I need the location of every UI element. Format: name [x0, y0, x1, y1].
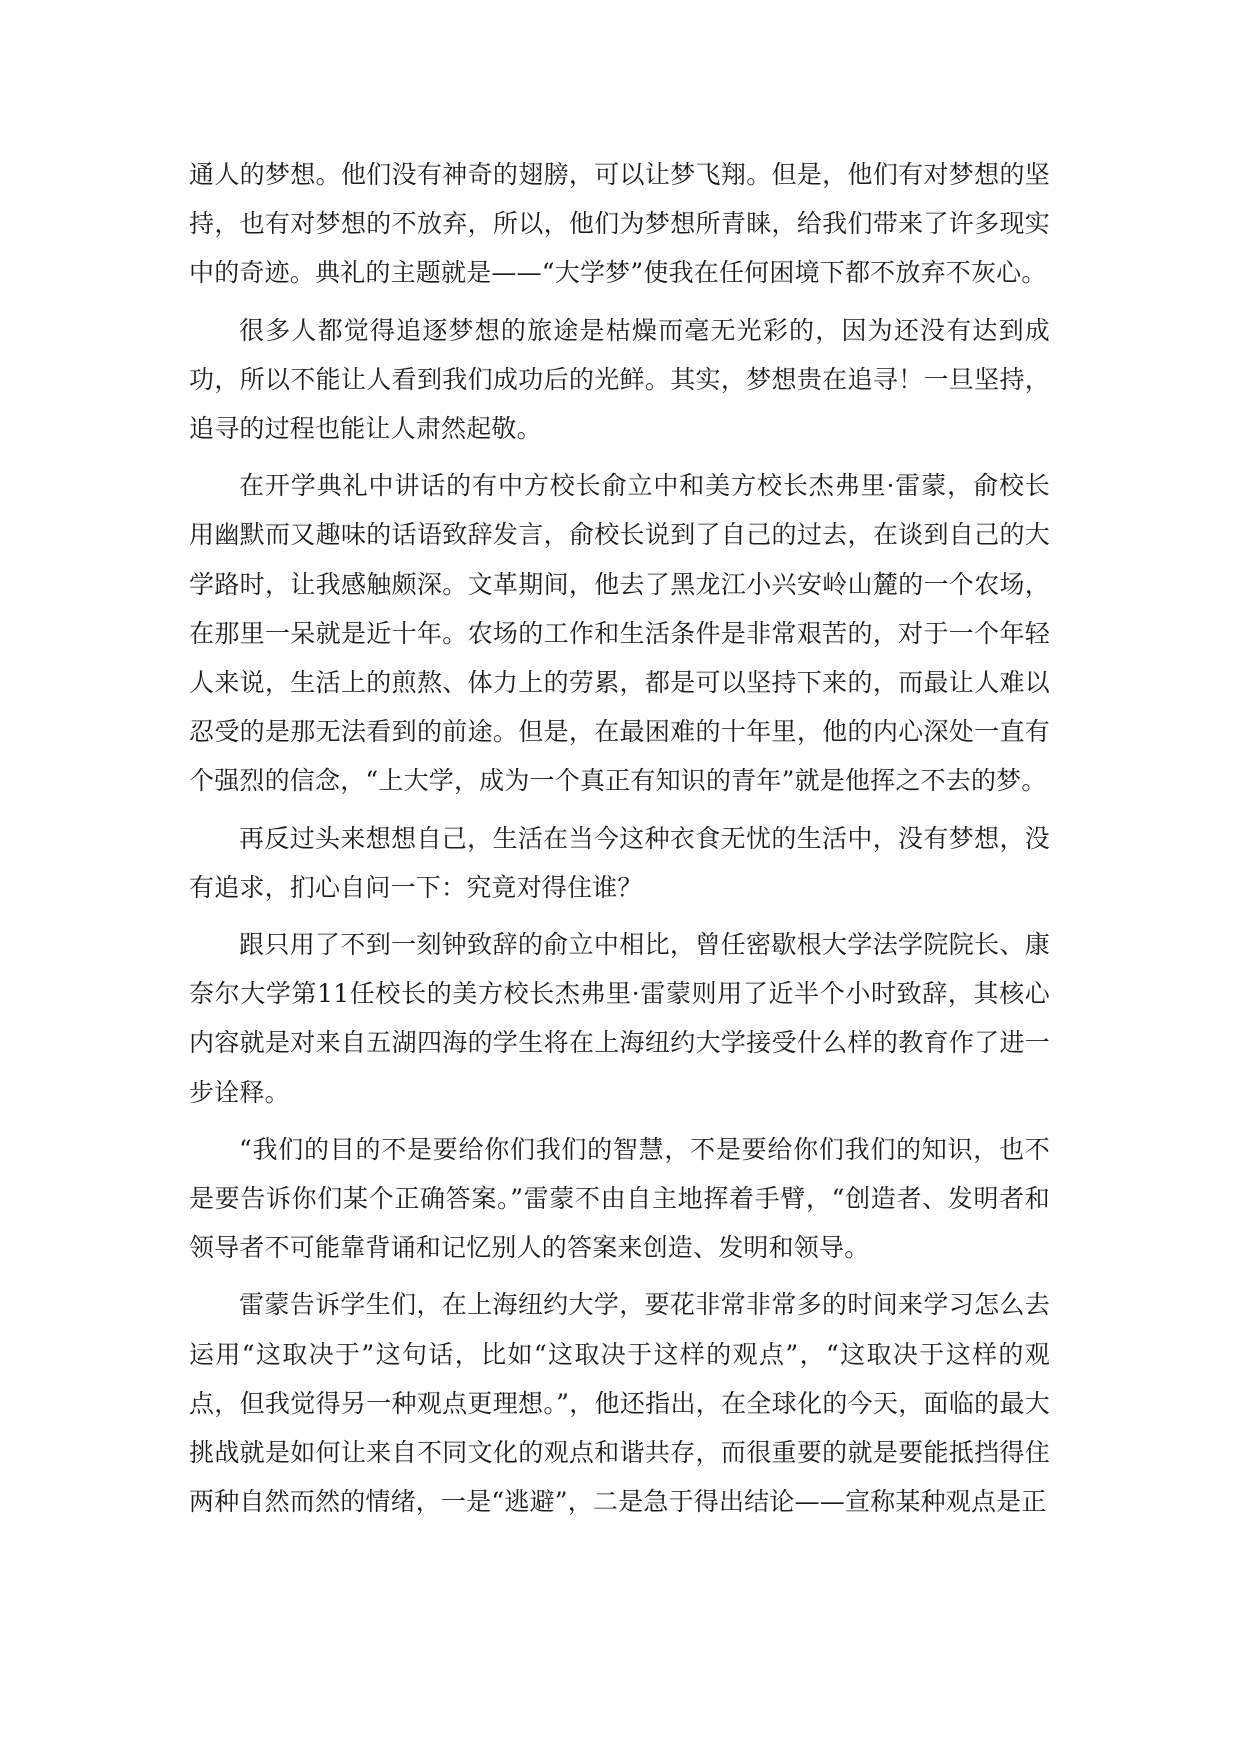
- paragraph-5: 跟只用了不到一刻钟致辞的俞立中相比，曾任密歇根大学法学院院长、康奈尔大学第11任校长的美方校长杰弗里·雷蒙则用了近半个小时致辞，其核心内容就是对来自五湖四海的学生将在上海纽约大学接受什么样的教育作了进一步诠释。: [189, 930, 1050, 1107]
- paragraph-3: 在开学典礼中讲话的有中方校长俞立中和美方校长杰弗里·雷蒙，俞校长用幽默而又趣味的话语致辞发言，俞校长说到了自己的过去，在谈到自己的大学路时，让我感触颇深。文革期间，他去了黑龙江小兴安岭山麓的一个农场，在那里一呆就是近十年。农场的工作和生活条件是非常艰苦的，对于一个年轻人来说，生活上的煎熬、体力上的劳累，都是可以坚持下来的，而最让人难以忍受的是那无法看到的前途。但是，在最困难的十年里，他的内心深处一直有个强烈的信念，“上大学，成为一个真正有知识的青年”就是他挥之不去的梦。: [189, 471, 1050, 796]
- paragraph-1: 通人的梦想。他们没有神奇的翅膀，可以让梦飞翔。但是，他们有对梦想的坚持，也有对梦想的不放弃，所以，他们为梦想所青睐，给我们带来了许多现实中的奇迹。典礼的主题就是——“大学梦”使我在任何困境下都不放弃不灰心。: [189, 160, 1050, 288]
- paragraph-6: “我们的目的不是要给你们我们的智慧，不是要给你们我们的知识，也不是要告诉你们某个正确答案。”雷蒙不由自主地挥着手臂，“创造者、发明者和领导者不可能靠背诵和记忆别人的答案来创造、发明和领导。: [189, 1134, 1050, 1263]
- paragraph-2: 很多人都觉得追逐梦想的旅途是枯燥而毫无光彩的，因为还没有达到成功，所以不能让人看到我们成功后的光鲜。其实，梦想贵在追寻！一旦坚持，追寻的过程也能让人肃然起敬。: [189, 315, 1050, 444]
- paragraph-7: 雷蒙告诉学生们，在上海纽约大学，要花非常非常多的时间来学习怎么去运用“这取决于”这句话，比如“这取决于这样的观点”，“这取决于这样的观点，但我觉得另一种观点更理想。”，他还指出，在全球化的今天，面临的最大挑战就是如何让来自不同文化的观点和谐共存，而很重要的就是要能抵挡得住两种自然而然的情绪，一是“逃避”，二是急于得出结论——宣称某种观点是正: [189, 1290, 1050, 1517]
- document-body: [189, 150, 1050, 1526]
- paragraph-4: 再反过头来想想自己，生活在当今这种衣食无忧的生活中，没有梦想，没有追求，扪心自问一下：究竟对得住谁？: [189, 823, 1050, 902]
